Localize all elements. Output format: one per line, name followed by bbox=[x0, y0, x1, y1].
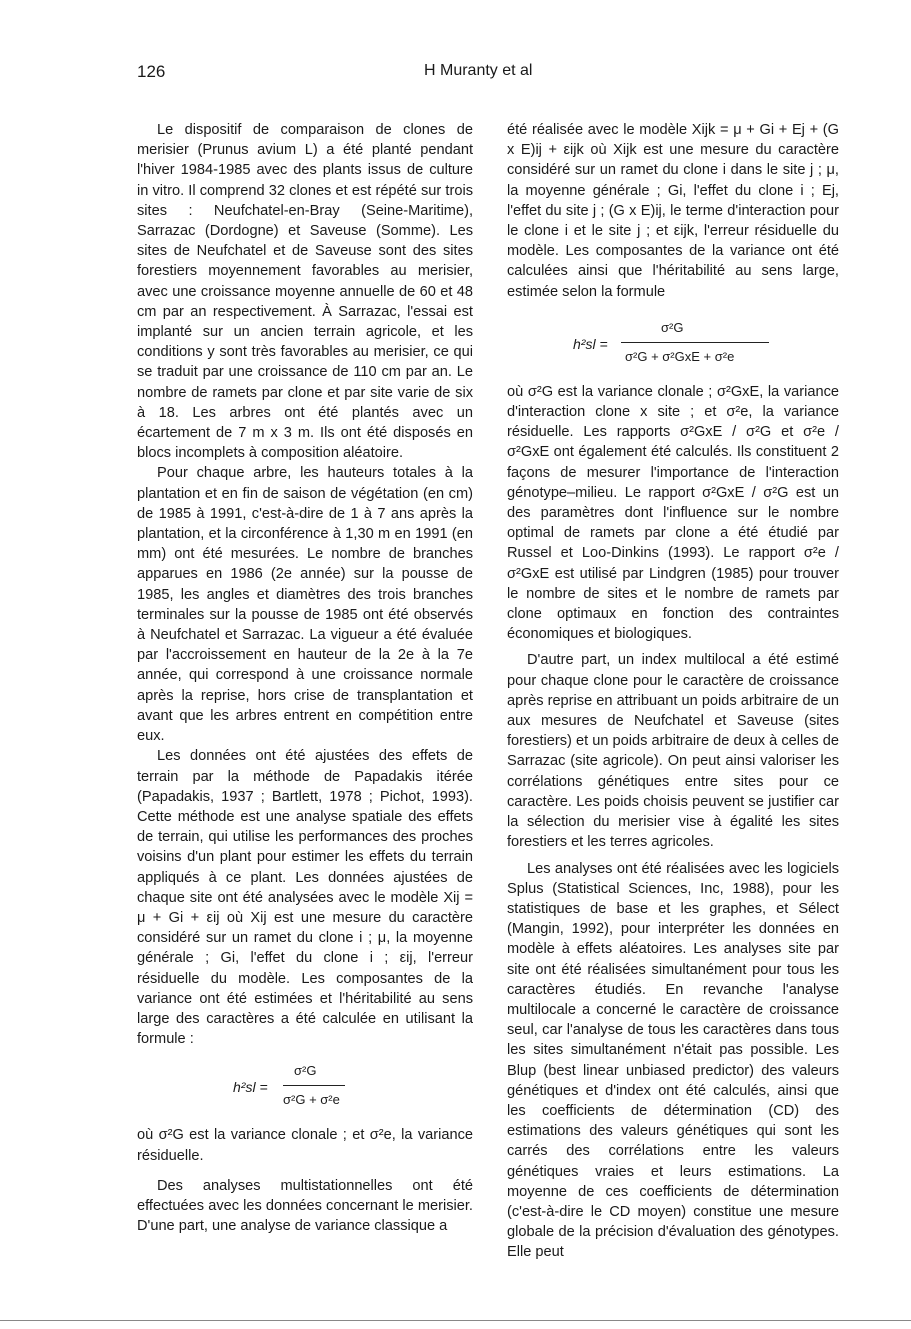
formula-numerator: σ²G bbox=[294, 1063, 317, 1079]
heritability-formula-multisite bbox=[507, 302, 839, 382]
formula-lhs: h²sl = bbox=[573, 335, 608, 352]
right-column bbox=[507, 120, 839, 1263]
right-paragraph-3: D'autre part, un index multilocal a été estimé pour chaque clone pour le caractère de croissance après reprise en attribuant un poids arbitraire de un aux mesures de Neufchatel et Saveuse (sites forestiers) et un poids arbitraire de deux à celles de Sarrazac (site agricole). On peut ainsi valoriser les corrélations génétiques entre sites pour ce caractère. Les poids choisis peuvent se justifier car la sélection du merisier vise à égalité les sites forestiers et les terres agricoles. bbox=[507, 652, 839, 851]
right-paragraph-4: Les analyses ont été réalisées avec les logiciels Splus (Statistical Sciences, Inc, 1988), pour les statistiques de base et les graphes, et Sélect (Mangin, 1992), pour interpréter les données en modèle à effets aléatoires. Les analyses site par site ont été réalisées simultanément pour tous les caractères étudiés. En revanche l'analyse multilocale a concerné le caractère de croissance seul, car l'analyse de tous les caractères dans tous les sites simultanément n'était pas possible. Les Blup (best linear unbiased predictor) des valeurs génétiques et d'index ont été calculés, ainsi que les coefficients de détermination (CD) des estimations des valeurs génétiques qui sont les carrés des corrélations entre les valeurs génétiques vraies et leurs estimations. La moyenne de ces coefficients de détermination (c'est-à-dire le CD moyen) constitue une mesure globale de la précision d'évaluation des génotypes. Elle peut bbox=[507, 860, 839, 1261]
right-paragraph-1: été réalisée avec le modèle Xijk = μ + Gi + Ej + (G x E)ij + εijk où Xijk est une mesure du caractère considéré sur un ramet du clone i dans le site j ; μ, la moyenne générale ; Gi, l'effet du clone i ; Ej, l'effet du site j ; (G x E)ij, le terme d'interaction pour le clone i et le site j ; et εijk, l'erreur résiduelle du modèle. Les composantes de la variance ont été calculées ainsi que l'héritabilité au sens large, estimée selon la formule bbox=[507, 122, 839, 300]
formula-denominator: σ²G + σ²GxE + σ²e bbox=[625, 348, 735, 364]
fraction-bar bbox=[283, 1085, 345, 1086]
heritability-formula-site bbox=[137, 1049, 473, 1125]
left-paragraph-2: Pour chaque arbre, les hauteurs totales à la plantation et en fin de saison de végétation (en cm) de 1985 à 1991, c'est-à-dire de 1 à 7 ans après la plantation, et la circonférence à 1,30 m en 1991 (en mm) ont été mesurées. Le nombre de branches apparues en 1986 (2e année) sur la pousse de 1985, les angles et diamètres des trois branches terminales sur la pousse de 1985 ont été observés à Neufchatel et Sarrazac. La vigueur a été évaluée par l'accroissement en hauteur de la 2e à la 7e année, qui correspond à une croissance normale après la reprise, hors crise de transplantation et avant que les arbres entrent en compétition entre eux. bbox=[137, 465, 473, 745]
left-column bbox=[137, 120, 473, 1236]
fraction-bar bbox=[621, 342, 769, 343]
running-head: H Muranty et al bbox=[424, 62, 533, 79]
page-header bbox=[137, 62, 797, 86]
right-paragraph-2: où σ²G est la variance clonale ; σ²GxE, la variance d'interaction clone x site ; et σ²e, la variance résiduelle. Les rapports σ²GxE / σ²G et σ²e / σ²GxE ont également été calculés. Ils constituent 2 façons de mesurer l'importance de l'interaction génotype–milieu. Le rapport σ²GxE / σ²G est un des paramètres dont l'influence sur le nombre optimal de ramets par clone a été étudié par Russel et Loo-Dinkins (1993). Le rapport σ²e / σ²GxE est utilisé par Lindgren (1985) pour trouver le nombre de sites et le nombre de ramets par clone optimaux en fonction des contraintes économiques et biologiques. bbox=[507, 383, 839, 643]
formula-lhs: h²sl = bbox=[233, 1079, 268, 1096]
left-paragraph-1: Le dispositif de comparaison de clones de merisier (Prunus avium L) a été planté pendant l'hiver 1984-1985 avec des plants issus de culture in vitro. Il comprend 32 clones et est répété sur trois sites : Neufchatel-en-Bray (Seine-Maritime), Sarrazac (Dordogne) et Saveuse (Somme). Les sites de Neufchatel et de Saveuse sont des sites forestiers moyennement favorables au merisier, avec une croissance moyenne annuelle de 60 et 48 cm par an respectivement. À Sarrazac, l'essai est implanté sur un ancien terrain agricole, et les conditions y sont très favorables au merisier, ce qui se traduit par une croissance de 110 cm par an. Le nombre de ramets par clone et par site varie de six à 18. Les arbres ont été plantés avec un écartement de 7 m x 3 m. Ils ont été disposés en blocs incomplets à composition aléatoire. bbox=[137, 122, 473, 462]
left-paragraph-4: où σ²G est la variance clonale ; et σ²e, la variance résiduelle. bbox=[137, 1127, 473, 1164]
formula-denominator: σ²G + σ²e bbox=[283, 1092, 340, 1108]
left-paragraph-5: Des analyses multistationnelles ont été effectuées avec les données concernant le merisier. D'une part, une analyse de variance classique a bbox=[137, 1177, 473, 1235]
left-paragraph-3: Les données ont été ajustées des effets de terrain par la méthode de Papadakis itérée (Papadakis, 1937 ; Bartlett, 1978 ; Pichot, 1993). Cette méthode est une analyse spatiale des effets de terrain, qui utilise les performances des proches voisins d'un plant pour estimer les effets du terrain appliqués à ce plant. Les données ajustées de chaque site ont été analysées avec le modèle Xij = μ + Gi + εij où Xij est une mesure du caractère considéré sur un ramet du clone i ; μ, la moyenne générale ; Gi, l'effet du clone i ; εij, l'erreur résiduelle du modèle. Les composantes de la variance ont été estimées et l'héritabilité au sens large des caractères a été calculée en utilisant la formule : bbox=[137, 748, 473, 1048]
formula-numerator: σ²G bbox=[661, 319, 684, 335]
bottom-rule bbox=[0, 1320, 911, 1321]
page-number: 126 bbox=[137, 62, 166, 81]
